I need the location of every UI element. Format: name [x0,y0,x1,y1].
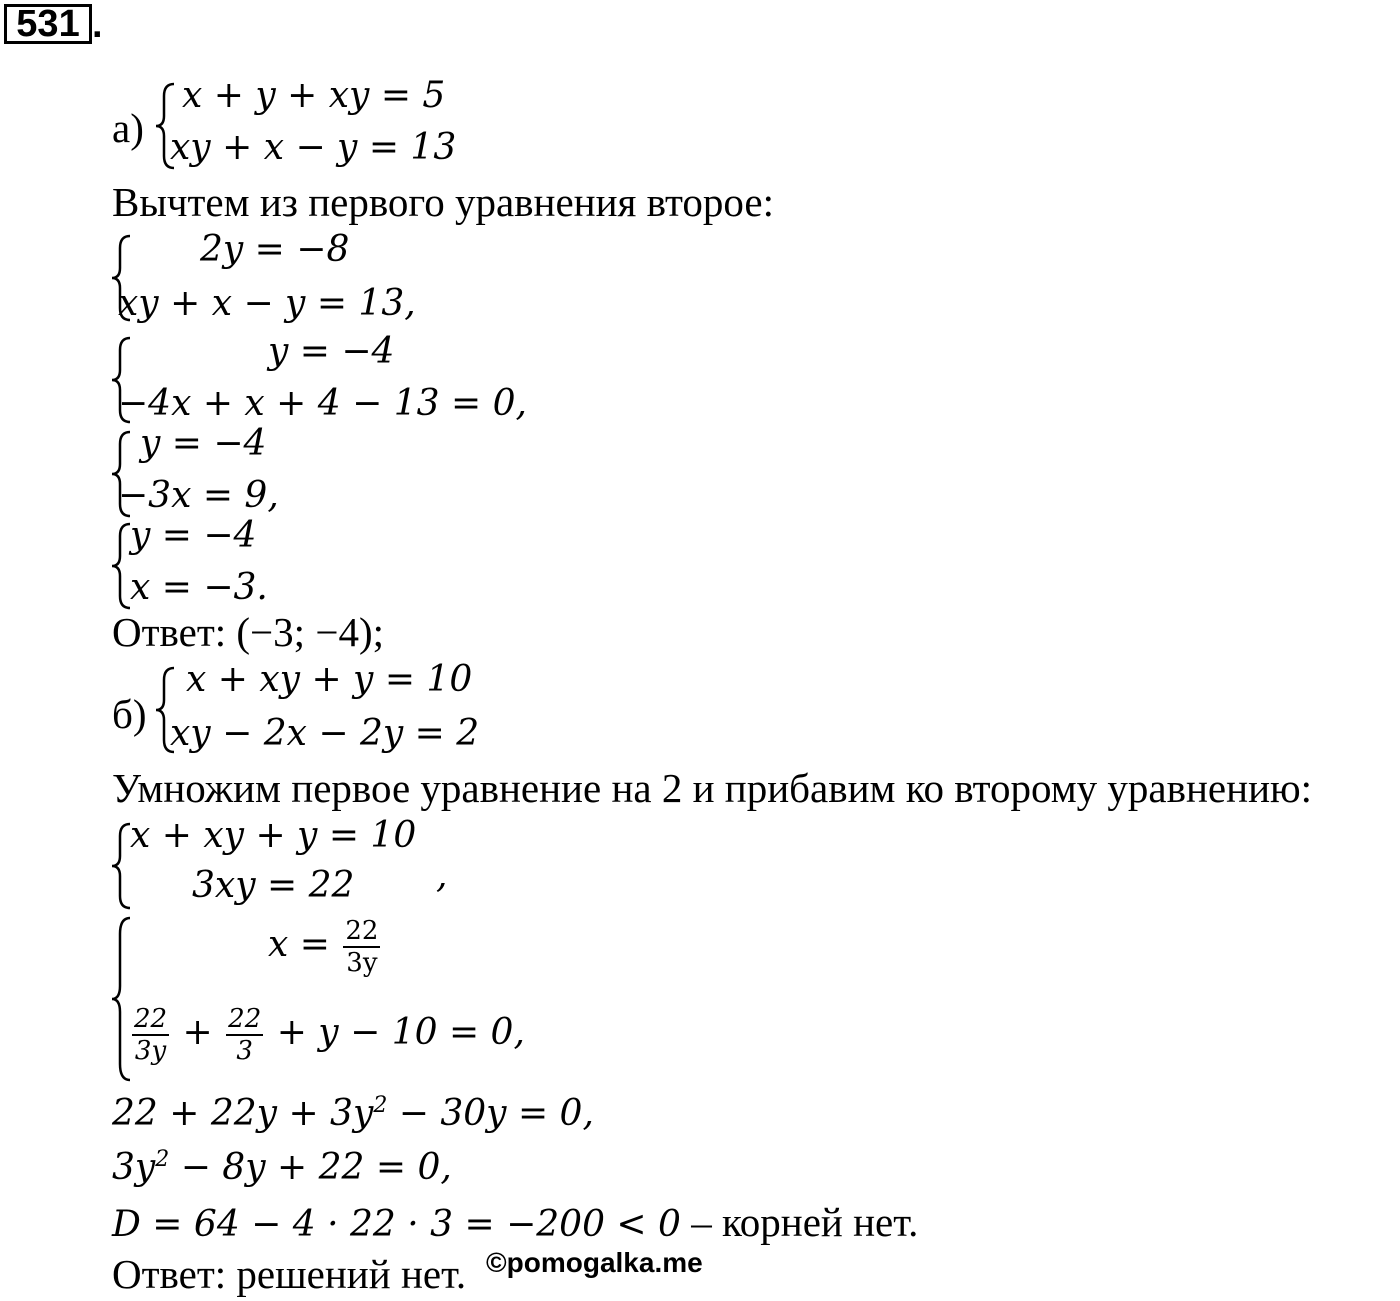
part-a-sys4-line1: y = −4 [140,423,267,464]
eq1-exponent: 2 [373,1093,388,1118]
part-a-sys5-line2: x = −3. [130,567,268,608]
eq2-exponent: 2 [155,1147,170,1172]
part-a-step-text: Вычтем из первого уравнения второе: [112,179,774,225]
part-b-sys2-comma: , [436,855,448,896]
part-b-sys3-frac1 [343,916,380,978]
part-b-eq3 [112,1198,918,1249]
part-a-sys4-line2: −3x = 9, [118,475,279,516]
problem-number-dot: . [92,4,103,46]
part-b-sys3-x-eq: x = [268,924,342,965]
part-b-sys3-rest: + y − 10 = 0, [265,1012,525,1053]
part-b-sys3-line1 [268,916,382,978]
frac2-numerator: 22 [134,1004,168,1034]
discriminant-conclusion: – корней нет. [680,1199,919,1245]
eq1-right: − 30y = 0, [387,1093,594,1134]
eq1-left: 22 + 22y + 3y [112,1093,374,1134]
part-b-sys3-frac2 [132,1004,169,1066]
part-a-sys3-line1: y = −4 [268,331,395,372]
eq2-left: 3y [112,1147,156,1188]
frac3-denominator: 3 [236,1036,253,1066]
part-b-sys3-frac3 [226,1004,263,1066]
part-b-eq1 [112,1090,594,1138]
part-b-eq2 [112,1144,452,1192]
problem-number: 531 [4,4,92,44]
part-b-answer: Ответ: решений нет. [112,1251,467,1297]
part-b-sys3-line2 [130,1004,525,1066]
plus-sign-1: + [171,1012,225,1053]
part-b-sys1-line2: xy − 2x − 2y = 2 [170,713,480,754]
part-b-sys2-line1: x + xy + y = 10 [130,815,417,856]
frac1-numerator: 22 [345,916,379,946]
part-b-step-text: Умножим первое уравнение на 2 и прибавим ко второму уравнению: [112,765,1313,811]
part-a-sys1-line2: xy + x − y = 13 [170,127,457,168]
discriminant-expression: D = 64 − 4 · 22 · 3 = −200 < 0 [112,1204,681,1245]
watermark: ©pomogalka.me [486,1247,703,1278]
eq2-right: − 8y + 22 = 0, [169,1147,452,1188]
part-a-sys5-line1: y = −4 [130,515,257,556]
frac1-denominator: 3y [346,948,378,978]
part-a-answer: Ответ: (−3; −4); [112,609,384,655]
part-b-label: б) [112,691,147,737]
part-b-sys2-line2: 3xy = 22 [192,865,355,906]
part-b-sys1-line1: x + xy + y = 10 [186,659,473,700]
part-a-sys3-line2: −4x + x + 4 − 13 = 0, [118,383,527,424]
part-a-sys1-line1: x + y + xy = 5 [182,75,446,116]
part-a-sys2-line2: xy + x − y = 13, [118,283,416,324]
part-a-sys2-line1: 2y = −8 [200,229,350,270]
frac2-denominator: 3y [134,1036,167,1066]
part-a-label: а) [112,105,144,151]
frac3-numerator: 22 [228,1004,262,1034]
